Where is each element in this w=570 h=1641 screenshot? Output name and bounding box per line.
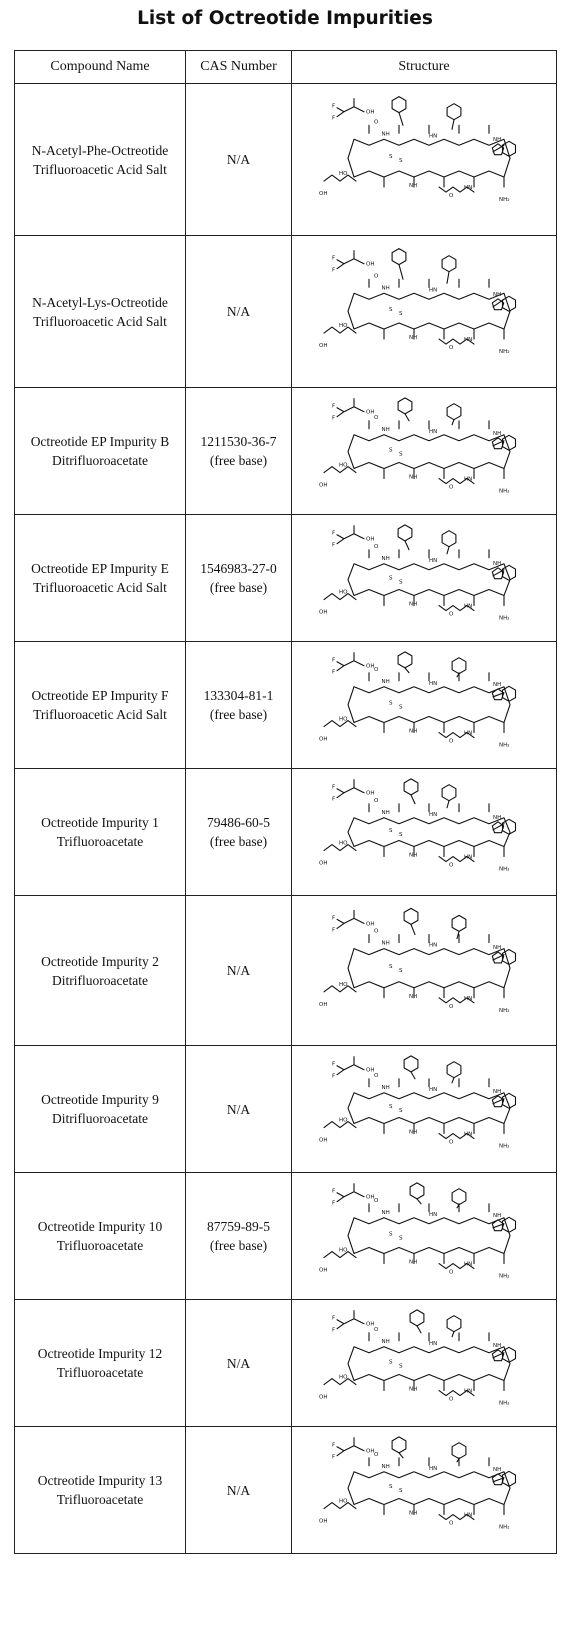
structure-cell xyxy=(292,388,557,515)
cas-number: 1546983-27-0 (free base) xyxy=(200,561,277,595)
svg-text:NH: NH xyxy=(409,852,418,859)
svg-text:O: O xyxy=(449,1003,454,1010)
compound-name-cell xyxy=(15,515,186,642)
compound-name: Octreotide Impurity 9 Ditrifluoroacetate xyxy=(41,1092,159,1126)
svg-text:NH₂: NH₂ xyxy=(499,1143,510,1150)
svg-text:NH: NH xyxy=(493,1088,502,1095)
cas-number-cell xyxy=(186,896,292,1046)
compound-name-cell xyxy=(15,1300,186,1427)
header-structure: Structure xyxy=(292,51,557,84)
svg-text:OH: OH xyxy=(366,1321,375,1328)
structure-cell xyxy=(292,515,557,642)
table-row xyxy=(15,236,557,388)
svg-text:O: O xyxy=(374,414,379,421)
molecule-structure-impurity-10-icon xyxy=(299,1178,549,1295)
compound-name-cell xyxy=(15,1427,186,1554)
header-compound-name: Compound Name xyxy=(15,51,186,84)
svg-text:HO: HO xyxy=(339,1374,348,1381)
svg-text:O: O xyxy=(374,1072,379,1079)
svg-text:F: F xyxy=(332,796,336,803)
svg-text:OH: OH xyxy=(366,663,375,670)
svg-text:NH: NH xyxy=(493,1342,502,1349)
svg-text:O: O xyxy=(374,1326,379,1333)
svg-text:OH: OH xyxy=(319,1518,328,1525)
compound-name: Octreotide Impurity 13 Trifluoroacetate xyxy=(37,1473,163,1507)
svg-text:NH: NH xyxy=(409,474,418,481)
svg-text:F: F xyxy=(332,1061,336,1068)
svg-text:NH₂: NH₂ xyxy=(499,1007,510,1014)
cas-number: N/A xyxy=(226,152,251,167)
svg-text:O: O xyxy=(449,738,454,745)
compound-name: Octreotide EP Impurity E Trifluoroacetic Acid Salt xyxy=(31,561,169,595)
structure-cell xyxy=(292,1046,557,1173)
svg-text:HN: HN xyxy=(429,942,438,949)
svg-text:NH: NH xyxy=(381,809,390,816)
molecule-structure-acetyl-phe-icon xyxy=(299,89,549,231)
svg-text:F: F xyxy=(332,914,336,921)
svg-text:NH: NH xyxy=(381,1338,390,1345)
svg-text:NH₂: NH₂ xyxy=(499,742,510,749)
cas-number: 133304-81-1 (free base) xyxy=(203,688,274,722)
cas-number-cell xyxy=(186,236,292,388)
svg-text:NH: NH xyxy=(409,1510,418,1517)
structure-cell xyxy=(292,642,557,769)
table-row xyxy=(15,896,557,1046)
svg-text:O: O xyxy=(449,192,454,199)
svg-text:NH: NH xyxy=(493,944,502,951)
svg-text:F: F xyxy=(332,926,336,933)
svg-text:NH: NH xyxy=(381,284,390,291)
svg-text:OH: OH xyxy=(366,920,375,927)
table-row xyxy=(15,1173,557,1300)
svg-text:S: S xyxy=(389,1231,393,1238)
svg-text:OH: OH xyxy=(319,1137,328,1144)
svg-text:O: O xyxy=(374,272,379,279)
svg-text:NH: NH xyxy=(409,993,418,1000)
svg-text:HN: HN xyxy=(464,1512,473,1519)
structure-cell xyxy=(292,769,557,896)
svg-text:NH: NH xyxy=(493,560,502,567)
compound-name-cell xyxy=(15,896,186,1046)
svg-text:NH: NH xyxy=(409,728,418,735)
svg-text:NH₂: NH₂ xyxy=(499,1524,510,1531)
svg-text:NH: NH xyxy=(493,1212,502,1219)
svg-text:OH: OH xyxy=(319,1267,328,1274)
svg-text:O: O xyxy=(374,666,379,673)
svg-text:HO: HO xyxy=(339,589,348,596)
svg-text:NH: NH xyxy=(381,1463,390,1470)
cas-number: 79486-60-5 (free base) xyxy=(207,815,270,849)
svg-text:S: S xyxy=(399,579,403,586)
svg-text:NH₂: NH₂ xyxy=(499,866,510,873)
svg-text:OH: OH xyxy=(319,1001,328,1008)
svg-text:HN: HN xyxy=(429,1211,438,1218)
molecule-structure-ep-e-icon xyxy=(299,520,549,637)
cas-number-cell xyxy=(186,1046,292,1173)
svg-text:NH: NH xyxy=(409,1129,418,1136)
cas-number-cell xyxy=(186,84,292,236)
svg-text:NH₂: NH₂ xyxy=(499,1273,510,1280)
svg-text:NH: NH xyxy=(381,1209,390,1216)
svg-text:S: S xyxy=(399,704,403,711)
svg-text:HO: HO xyxy=(339,462,348,469)
compound-name-cell xyxy=(15,1046,186,1173)
svg-text:S: S xyxy=(399,967,403,974)
svg-text:NH: NH xyxy=(409,601,418,608)
svg-text:OH: OH xyxy=(319,1394,328,1401)
molecule-structure-acetyl-lys-icon xyxy=(299,241,549,383)
svg-text:OH: OH xyxy=(366,1067,375,1074)
svg-text:S: S xyxy=(389,700,393,707)
svg-text:OH: OH xyxy=(366,1194,375,1201)
svg-text:NH: NH xyxy=(409,1386,418,1393)
structure-cell xyxy=(292,896,557,1046)
svg-text:S: S xyxy=(399,310,403,317)
svg-text:F: F xyxy=(332,403,336,410)
svg-text:HN: HN xyxy=(464,854,473,861)
svg-text:HO: HO xyxy=(339,981,348,988)
svg-text:S: S xyxy=(399,1363,403,1370)
svg-text:HN: HN xyxy=(429,428,438,435)
svg-text:HN: HN xyxy=(464,603,473,610)
svg-text:O: O xyxy=(449,344,454,351)
svg-text:OH: OH xyxy=(319,190,328,197)
svg-text:HO: HO xyxy=(339,1498,348,1505)
svg-text:F: F xyxy=(332,1442,336,1449)
cas-number: N/A xyxy=(226,304,251,319)
svg-text:NH: NH xyxy=(381,555,390,562)
svg-text:F: F xyxy=(332,1454,336,1461)
svg-text:NH: NH xyxy=(493,814,502,821)
svg-text:NH₂: NH₂ xyxy=(499,348,510,355)
svg-text:S: S xyxy=(389,1103,393,1110)
compound-name-cell xyxy=(15,236,186,388)
table-row xyxy=(15,1046,557,1173)
structure-cell xyxy=(292,1300,557,1427)
svg-text:OH: OH xyxy=(319,609,328,616)
svg-text:NH: NH xyxy=(381,678,390,685)
compound-name: N-Acetyl-Lys-Octreotide Trifluoroacetic Acid Salt xyxy=(32,294,168,329)
svg-text:F: F xyxy=(332,657,336,664)
structure-cell xyxy=(292,84,557,236)
svg-text:NH: NH xyxy=(493,136,502,143)
svg-text:O: O xyxy=(449,611,454,618)
cas-number: N/A xyxy=(226,1482,251,1498)
compound-name: Octreotide Impurity 1 Trifluoroacetate xyxy=(41,815,159,849)
table-row xyxy=(15,515,557,642)
svg-text:OH: OH xyxy=(366,109,375,116)
table-header-row xyxy=(15,51,557,84)
header-cas-number: CAS Number xyxy=(186,51,292,84)
svg-text:NH: NH xyxy=(381,130,390,137)
cas-number-cell xyxy=(186,642,292,769)
compound-name: N-Acetyl-Phe-Octreotide Trifluoroacetic Acid Salt xyxy=(31,142,169,177)
svg-text:S: S xyxy=(399,1487,403,1494)
compound-name-cell xyxy=(15,769,186,896)
compound-name-cell xyxy=(15,84,186,236)
compound-name-cell xyxy=(15,388,186,515)
svg-text:HN: HN xyxy=(464,995,473,1002)
cas-number-cell xyxy=(186,769,292,896)
svg-text:S: S xyxy=(389,827,393,834)
svg-text:NH₂: NH₂ xyxy=(499,615,510,622)
compound-name: Octreotide Impurity 10 Trifluoroacetate xyxy=(37,1219,163,1253)
cas-number: 1211530-36-7 (free base) xyxy=(200,434,277,468)
svg-text:O: O xyxy=(374,543,379,550)
table-row xyxy=(15,1427,557,1554)
svg-text:O: O xyxy=(374,118,379,125)
svg-text:NH: NH xyxy=(381,426,390,433)
svg-text:F: F xyxy=(332,115,336,122)
structure-cell xyxy=(292,1427,557,1554)
svg-text:F: F xyxy=(332,530,336,537)
svg-text:HN: HN xyxy=(464,184,473,191)
table-row xyxy=(15,769,557,896)
svg-text:S: S xyxy=(389,447,393,454)
svg-text:F: F xyxy=(332,267,336,274)
molecule-structure-impurity-9-icon xyxy=(299,1051,549,1168)
svg-text:F: F xyxy=(332,1200,336,1207)
svg-text:OH: OH xyxy=(319,482,328,489)
svg-text:F: F xyxy=(332,669,336,676)
compound-name: Octreotide EP Impurity B Ditrifluoroacetate xyxy=(30,434,170,468)
svg-text:NH: NH xyxy=(493,681,502,688)
cas-number-cell xyxy=(186,1173,292,1300)
svg-text:NH: NH xyxy=(409,1259,418,1266)
compound-name: Octreotide EP Impurity F Trifluoroacetic Acid Salt xyxy=(31,688,169,722)
svg-text:OH: OH xyxy=(319,736,328,743)
cas-number: N/A xyxy=(226,1101,251,1117)
svg-text:HN: HN xyxy=(464,730,473,737)
cas-number-cell xyxy=(186,1427,292,1554)
table-row xyxy=(15,642,557,769)
svg-text:O: O xyxy=(449,862,454,869)
svg-text:F: F xyxy=(332,103,336,110)
svg-text:F: F xyxy=(332,1073,336,1080)
svg-text:S: S xyxy=(399,1235,403,1242)
svg-text:NH: NH xyxy=(493,430,502,437)
svg-text:HO: HO xyxy=(339,322,348,329)
svg-text:HN: HN xyxy=(464,476,473,483)
svg-text:O: O xyxy=(449,1520,454,1527)
compound-name: Octreotide Impurity 12 Trifluoroacetate xyxy=(37,1346,163,1380)
svg-text:OH: OH xyxy=(319,342,328,349)
molecule-structure-impurity-1-icon xyxy=(299,774,549,891)
svg-text:NH₂: NH₂ xyxy=(499,488,510,495)
svg-text:S: S xyxy=(399,1107,403,1114)
svg-text:NH: NH xyxy=(409,182,418,189)
cas-number: 87759-89-5 (free base) xyxy=(207,1219,270,1253)
cas-number: N/A xyxy=(226,963,251,978)
svg-text:HN: HN xyxy=(429,557,438,564)
cas-number: N/A xyxy=(226,1355,251,1371)
svg-text:HN: HN xyxy=(429,1086,438,1093)
svg-text:HN: HN xyxy=(464,1261,473,1268)
svg-text:O: O xyxy=(374,797,379,804)
svg-text:OH: OH xyxy=(366,409,375,416)
svg-text:O: O xyxy=(449,1269,454,1276)
impurities-table xyxy=(14,50,557,1554)
svg-text:NH: NH xyxy=(409,334,418,341)
svg-text:NH: NH xyxy=(381,1084,390,1091)
svg-text:S: S xyxy=(389,306,393,313)
table-row xyxy=(15,1300,557,1427)
structure-cell xyxy=(292,236,557,388)
svg-text:HN: HN xyxy=(429,286,438,293)
svg-text:HO: HO xyxy=(339,170,348,177)
compound-name: Octreotide Impurity 2 Ditrifluoroacetate xyxy=(41,953,159,988)
svg-text:HN: HN xyxy=(429,1465,438,1472)
svg-text:F: F xyxy=(332,1188,336,1195)
compound-name-cell xyxy=(15,642,186,769)
svg-text:HO: HO xyxy=(339,1247,348,1254)
svg-text:HN: HN xyxy=(464,1131,473,1138)
svg-text:F: F xyxy=(332,542,336,549)
svg-text:O: O xyxy=(449,484,454,491)
svg-text:F: F xyxy=(332,1327,336,1334)
svg-text:HO: HO xyxy=(339,1117,348,1124)
svg-text:F: F xyxy=(332,784,336,791)
molecule-structure-impurity-13-icon xyxy=(299,1432,549,1549)
svg-text:O: O xyxy=(374,1451,379,1458)
svg-text:HN: HN xyxy=(429,132,438,139)
svg-text:OH: OH xyxy=(366,790,375,797)
svg-text:O: O xyxy=(374,1197,379,1204)
svg-text:O: O xyxy=(449,1396,454,1403)
svg-text:NH₂: NH₂ xyxy=(499,1400,510,1407)
cas-number-cell xyxy=(186,1300,292,1427)
svg-text:HO: HO xyxy=(339,716,348,723)
svg-text:OH: OH xyxy=(366,261,375,268)
svg-text:S: S xyxy=(389,153,393,160)
svg-text:NH: NH xyxy=(493,1466,502,1473)
svg-text:NH: NH xyxy=(381,940,390,947)
svg-text:OH: OH xyxy=(366,1448,375,1455)
svg-text:S: S xyxy=(399,157,403,164)
svg-text:S: S xyxy=(389,963,393,970)
molecule-structure-impurity-12-icon xyxy=(299,1305,549,1422)
molecule-structure-impurity-2-icon xyxy=(299,901,549,1041)
svg-text:S: S xyxy=(389,575,393,582)
structure-cell xyxy=(292,1173,557,1300)
svg-text:F: F xyxy=(332,255,336,262)
svg-text:HN: HN xyxy=(464,336,473,343)
table-row xyxy=(15,84,557,236)
svg-text:F: F xyxy=(332,415,336,422)
cas-number-cell xyxy=(186,515,292,642)
svg-text:S: S xyxy=(389,1359,393,1366)
svg-text:HN: HN xyxy=(464,1388,473,1395)
svg-text:S: S xyxy=(399,451,403,458)
compound-name-cell xyxy=(15,1173,186,1300)
svg-text:HN: HN xyxy=(429,811,438,818)
svg-text:HO: HO xyxy=(339,840,348,847)
table-row xyxy=(15,388,557,515)
document-title: List of Octreotide Impurities xyxy=(137,8,433,29)
svg-text:S: S xyxy=(389,1483,393,1490)
svg-text:HN: HN xyxy=(429,680,438,687)
svg-text:HN: HN xyxy=(429,1340,438,1347)
svg-text:O: O xyxy=(374,928,379,935)
cas-number-cell xyxy=(186,388,292,515)
molecule-structure-ep-f-icon xyxy=(299,647,549,764)
svg-text:S: S xyxy=(399,831,403,838)
molecule-structure-ep-b-icon xyxy=(299,393,549,510)
svg-text:NH: NH xyxy=(493,291,502,298)
svg-text:F: F xyxy=(332,1315,336,1322)
svg-text:OH: OH xyxy=(366,536,375,543)
svg-text:OH: OH xyxy=(319,860,328,867)
svg-text:NH₂: NH₂ xyxy=(499,196,510,203)
svg-text:O: O xyxy=(449,1139,454,1146)
